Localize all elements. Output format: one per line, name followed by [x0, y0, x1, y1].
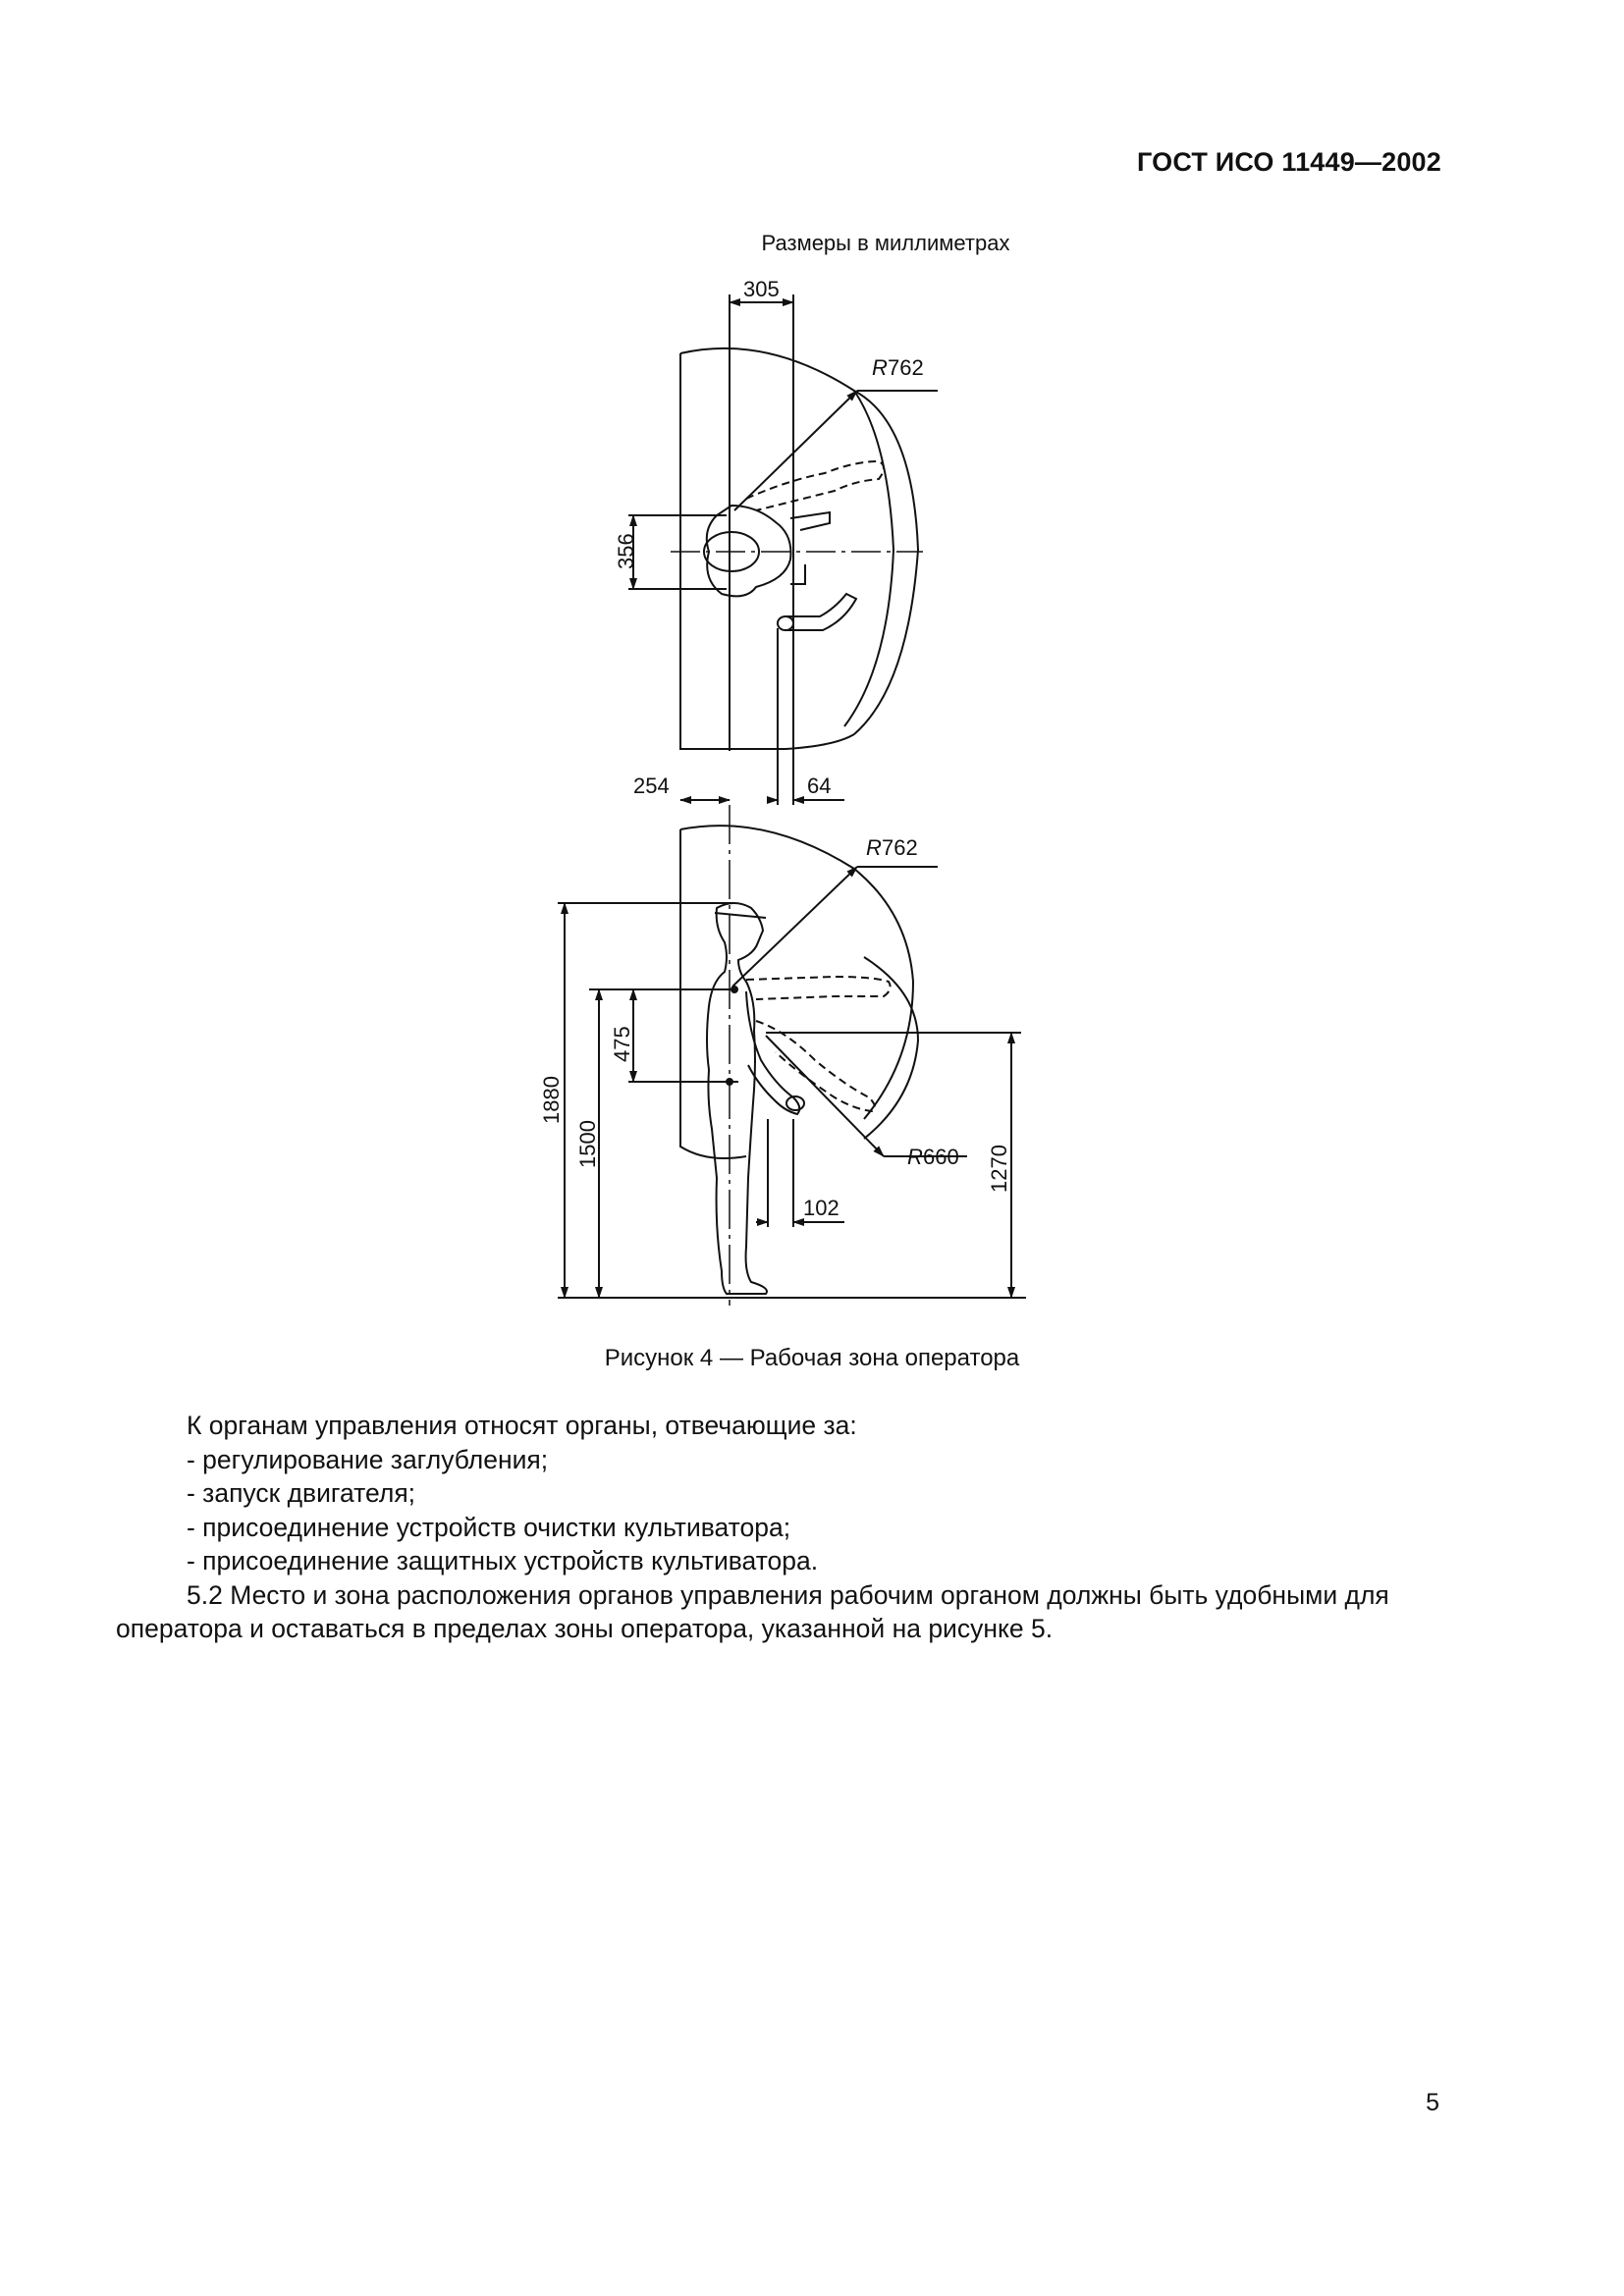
dim-top-radius-r: R	[872, 355, 888, 380]
paragraph-intro: К органам управления относят органы, отвечающие за:	[187, 1411, 857, 1440]
dim-side-radius: 762	[882, 835, 918, 860]
dim-r660: 660	[923, 1145, 959, 1169]
dim-side-radius-r: R	[866, 835, 882, 860]
dim-r660-r: R	[907, 1145, 923, 1169]
dim-64: 64	[807, 774, 832, 798]
figure-caption: Рисунок 4 — Рабочая зона оператора	[604, 1345, 1020, 1371]
list-item: - регулирование заглубления;	[187, 1444, 549, 1474]
dim-1270: 1270	[987, 1145, 1011, 1193]
paragraph-5-2-line1: 5.2 Место и зона расположения органов управления рабочим органом должны быть удобными для	[187, 1579, 1389, 1610]
list-item: - запуск двигателя;	[187, 1478, 416, 1508]
dim-305: 305	[743, 277, 780, 301]
list-item: - присоединение защитных устройств культиватора.	[187, 1546, 819, 1575]
dim-254: 254	[633, 774, 670, 798]
page-number: 5	[1426, 2089, 1439, 2116]
dim-102: 102	[803, 1196, 839, 1220]
dim-1500: 1500	[575, 1120, 600, 1168]
document-header: ГОСТ ИСО 11449—2002	[1137, 147, 1441, 177]
list-item: - присоединение устройств очистки культиватора;	[187, 1512, 791, 1542]
dim-1880: 1880	[539, 1076, 564, 1124]
dim-356: 356	[614, 533, 638, 569]
units-note: Размеры в миллиметрах	[761, 231, 1010, 255]
dim-475: 475	[610, 1026, 634, 1062]
dim-top-radius: 762	[888, 355, 924, 380]
paragraph-5-2-line2: оператора и оставаться в пределах зоны оператора, указанной на рисунке 5.	[116, 1614, 1054, 1643]
body-text	[116, 1409, 1443, 1646]
